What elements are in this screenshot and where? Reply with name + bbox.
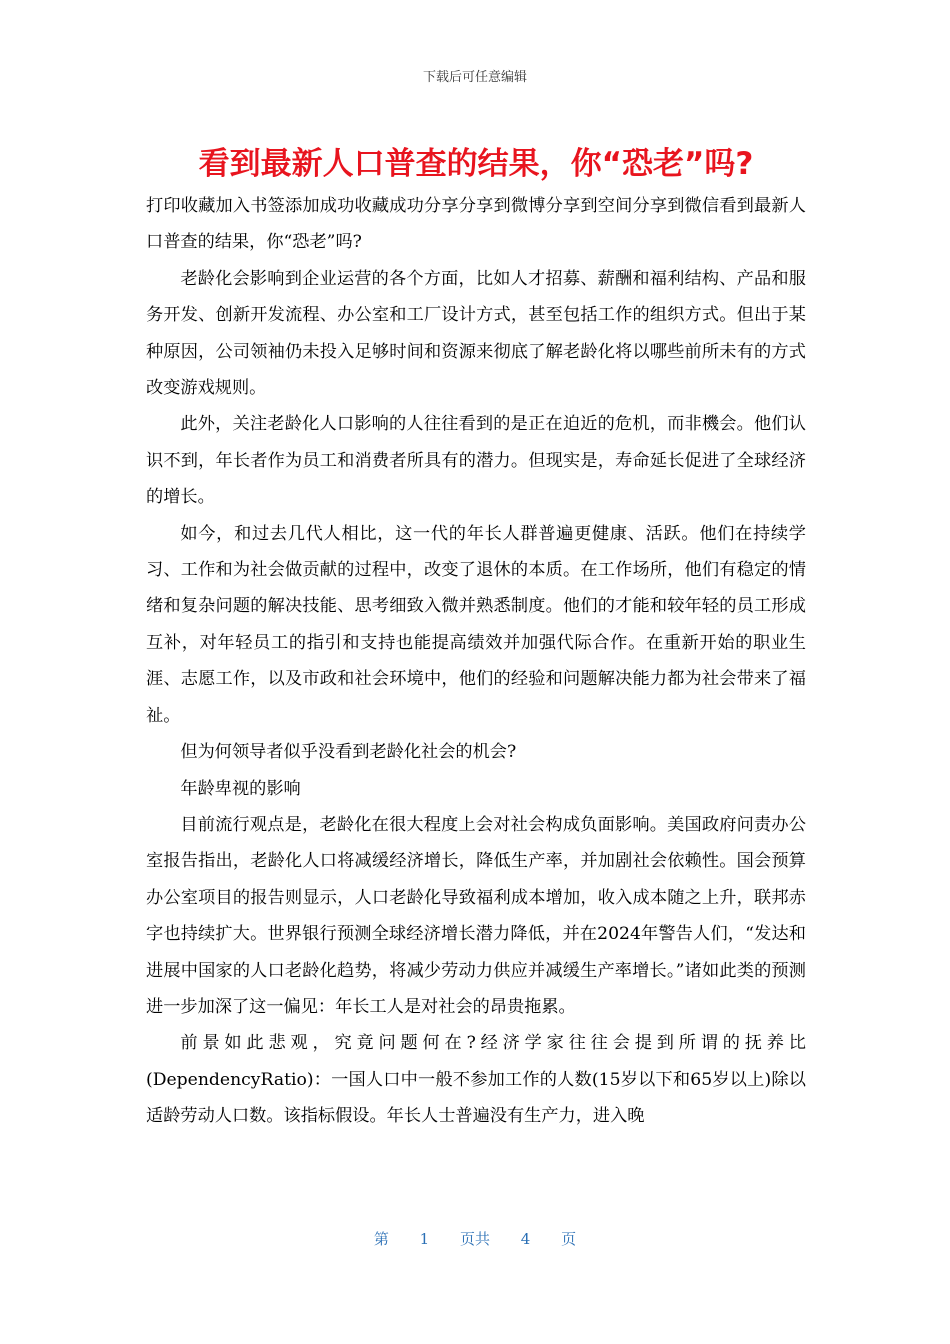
article-title: 看到最新人口普查的结果，你“恐老”吗?: [198, 146, 754, 182]
paragraph-1: 打印收藏加入书签添加成功收藏成功分享分享到微博分享到空间分享到微信看到最新人口普查的结果，你“恐老”吗?: [146, 196, 806, 253]
footer-label-of: 页共: [459, 1230, 490, 1248]
paragraph-5: 但为何领导者似乎没看到老龄化社会的机会?: [180, 742, 517, 763]
footer-label-end: 页: [561, 1230, 577, 1248]
page-footer: [0, 1228, 950, 1249]
footer-current-page: 1: [419, 1230, 430, 1248]
section-heading-age-discrimination: 年龄卑视的影响: [180, 778, 301, 799]
footer-total-pages: 4: [520, 1230, 531, 1248]
paragraph-4: 如今，和过去几代人相比，这一代的年长人群普遍更健康、活跃。他们在持续学习、工作和为社会做贡献的过程中，改变了退休的本质。在工作场所，他们有稳定的情绪和复杂问题的解决技能、思考细致入微并熟悉制度。他们的才能和较年轻的员工形成互补，对年轻员工的指引和支持也能提高绩效并加强代际合作。在重新开始的职业生涯、志愿工作，以及市政和社会环境中，他们的经验和问题解决能力都为社会带来了福祉。: [146, 523, 806, 726]
page-header-note: 下载后可任意编辑: [422, 70, 527, 85]
article-body: [146, 188, 806, 1135]
footer-label-page: 第: [373, 1230, 389, 1248]
paragraph-2: 老龄化会影响到企业运营的各个方面，比如人才招募、薪酬和福利结构、产品和服务开发、创新开发流程、办公室和工厂设计方式，甚至包括工作的组织方式。但出于某种原因，公司领袖仍未投入足够时间和资源来彻底了解老龄化将以哪些前所未有的方式改变游戏规则。: [146, 268, 806, 399]
paragraph-7: 前景如此悲观，究竟问题何在?经济学家往往会提到所谓的抚养比(DependencyRatio)：一国人口中一般不参加工作的人数(15岁以下和65岁以上)除以适龄劳动人口数。该指标假设。年长人士普遍没有生产力，进入晚: [146, 1033, 806, 1127]
paragraph-6: 目前流行观点是，老龄化在很大程度上会对社会构成负面影响。美国政府问责办公室报告指出，老龄化人口将减缓经济增长，降低生产率，并加剧社会依赖性。国会预算办公室项目的报告则显示，人口老龄化导致福利成本增加，收入成本随之上升，联邦赤字也持续扩大。世界银行预测全球经济增长潜力降低，并在2024年警告人们，“发达和进展中国家的人口老龄化趋势，将减少劳动力供应并减缓生产率增长。”诸如此类的预测进一步加深了这一偏见：年长工人是对社会的昂贵拖累。: [146, 814, 806, 1017]
paragraph-3: 此外，关注老龄化人口影响的人往往看到的是正在迫近的危机，而非機会。他们认识不到，年长者作为员工和消费者所具有的潜力。但现实是，寿命延长促进了全球经济的增长。: [146, 414, 806, 508]
